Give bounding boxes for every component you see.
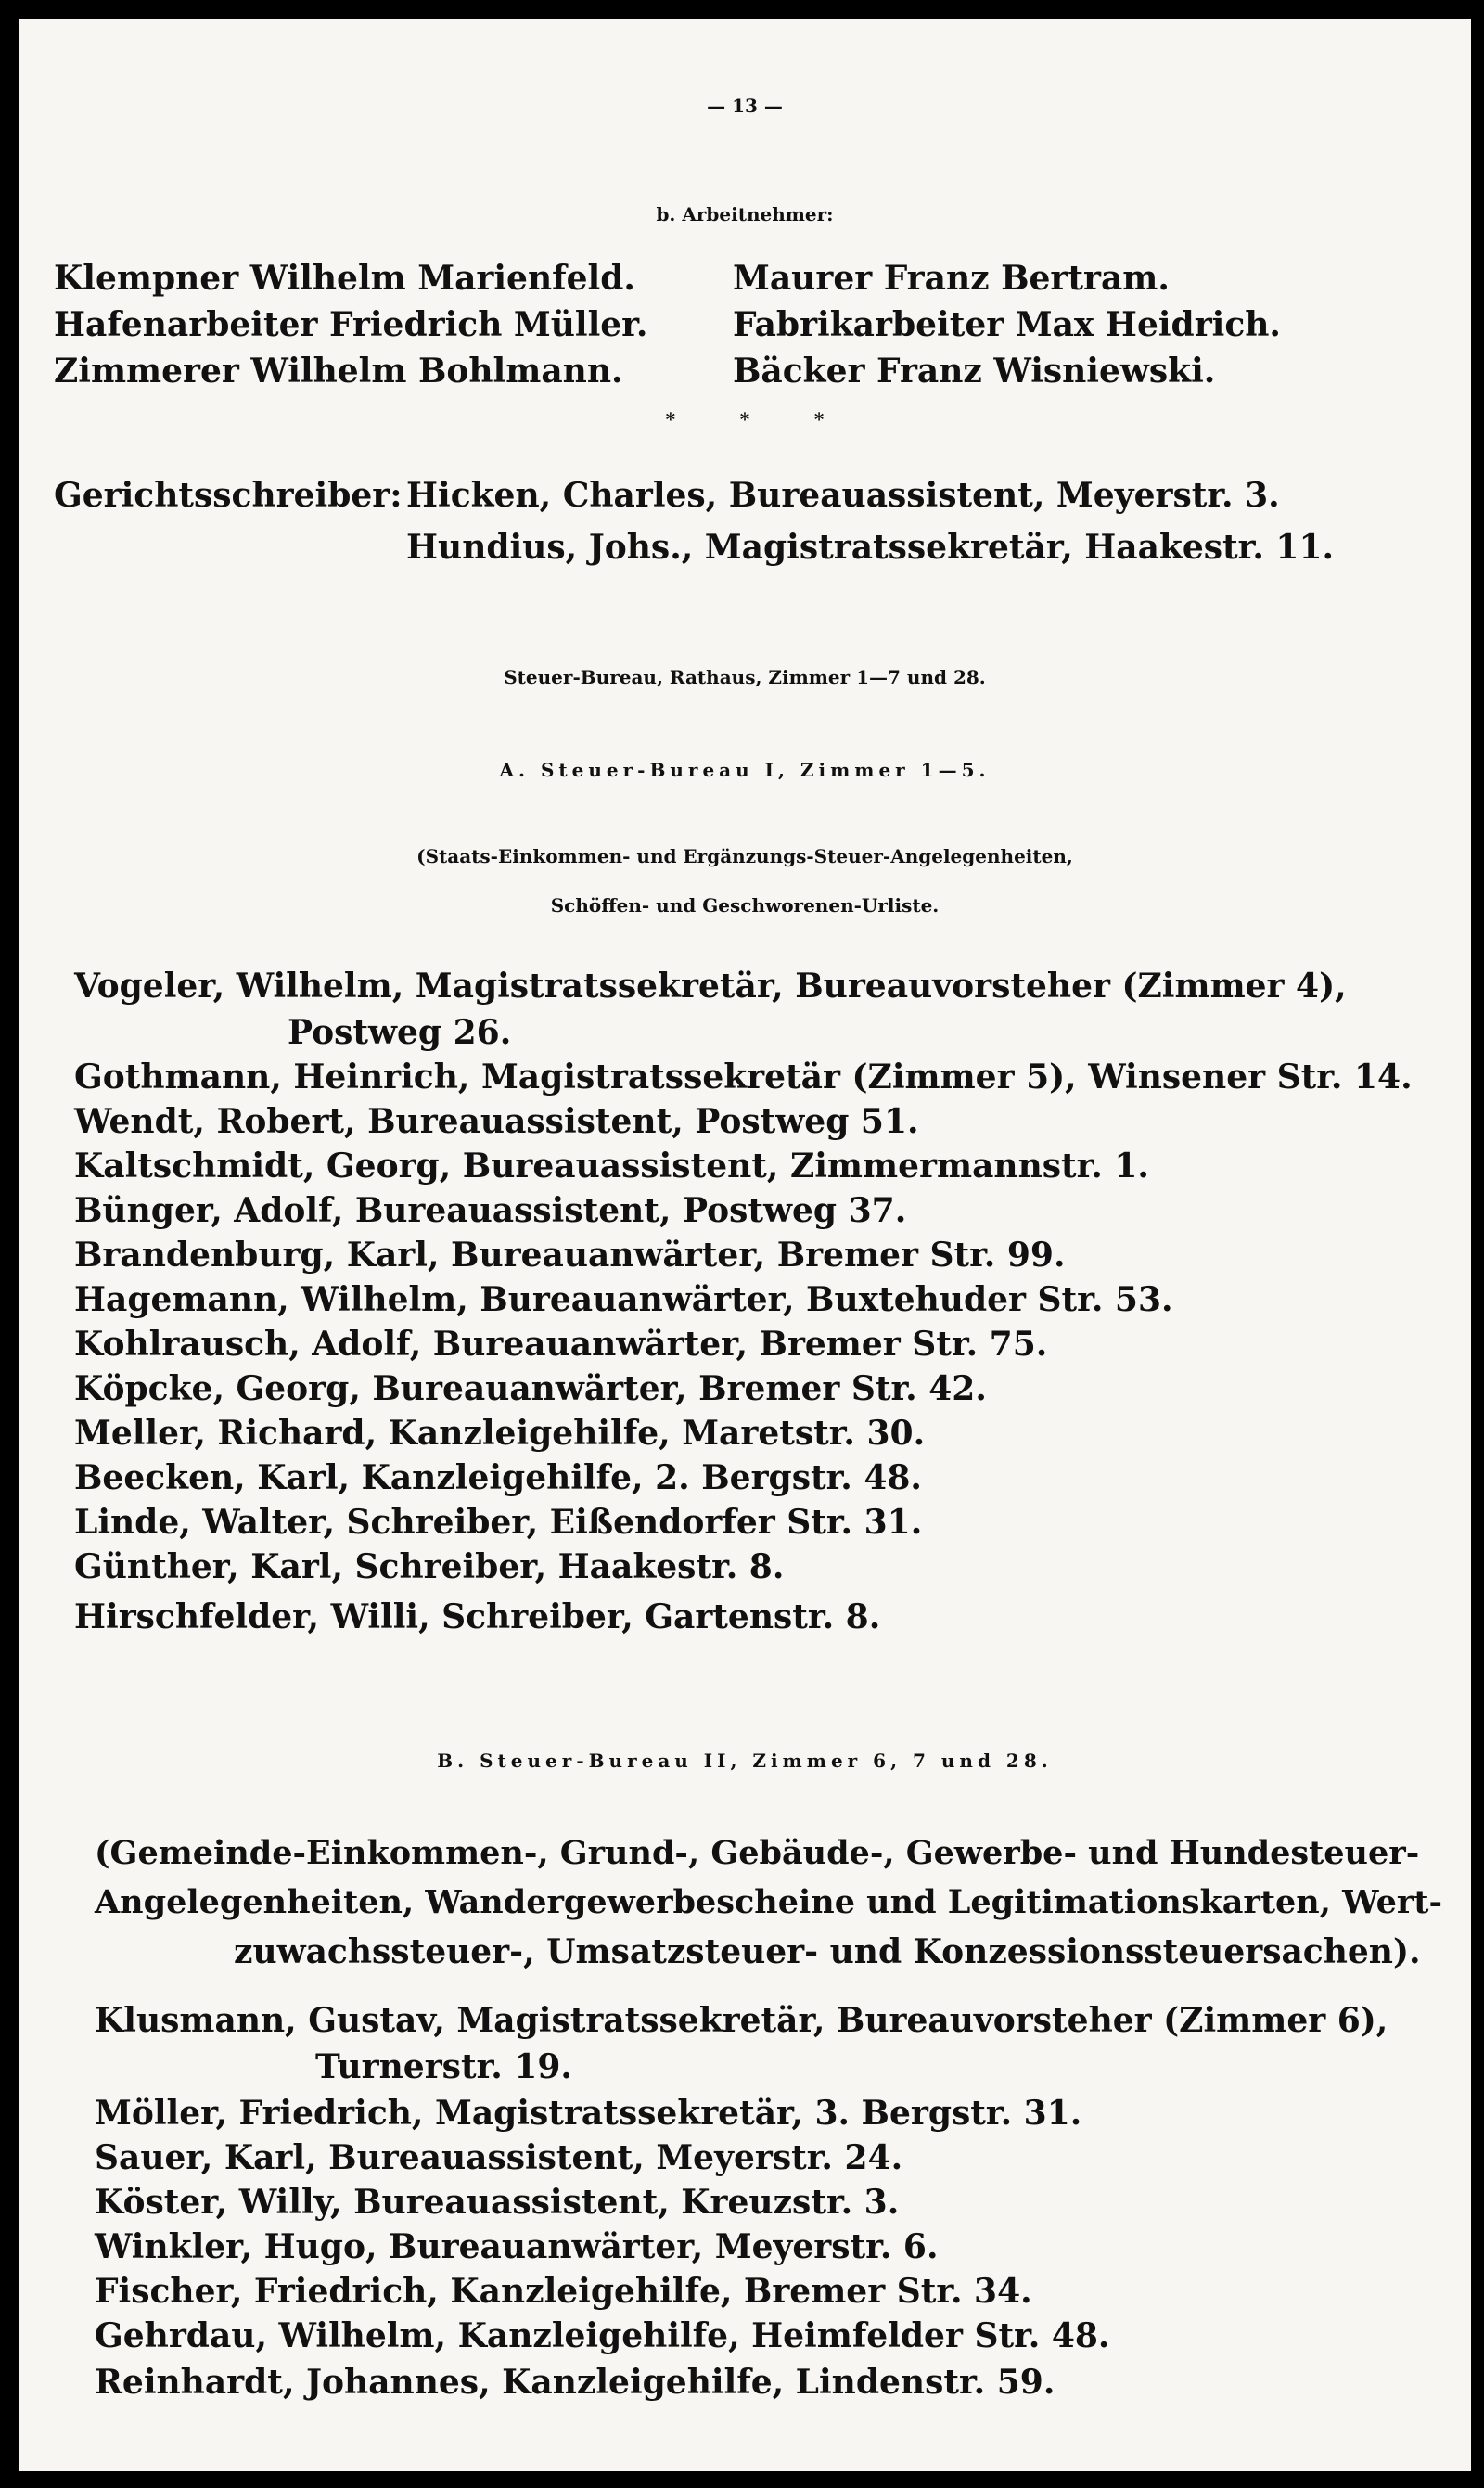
worker-left-1: Klempner Wilhelm Marienfeld. bbox=[54, 259, 635, 298]
bureau-b-entry-7: Gehrdau, Wilhelm, Kanzleigehilfe, Heimfelder Str. 48. bbox=[95, 2316, 1110, 2355]
bureau-a-entry-6: Brandenburg, Karl, Bureauanwärter, Bremer Str. 99. bbox=[74, 1236, 1066, 1275]
bureau-b-description-1: (Gemeinde-Einkommen-, Grund-, Gebäude-, Gewerbe- und Hundesteuer- bbox=[95, 1834, 1420, 1872]
bureau-a-entry-1-cont: Postweg 26. bbox=[288, 1013, 512, 1052]
asterisk-separator: * * * bbox=[665, 408, 825, 430]
worker-left-2: Hafenarbeiter Friedrich Müller. bbox=[54, 305, 648, 344]
bureau-b-entry-8: Reinhardt, Johannes, Kanzleigehilfe, Lindenstr. 59. bbox=[95, 2363, 1055, 2402]
bureau-a-entry-14: Hirschfelder, Willi, Schreiber, Gartenstr. 8. bbox=[74, 1597, 881, 1636]
worker-right-3: Bäcker Franz Wisniewski. bbox=[733, 352, 1216, 391]
paper-sheet bbox=[19, 19, 1471, 2471]
bureau-b-entry-3: Sauer, Karl, Bureauassistent, Meyerstr. 24. bbox=[95, 2138, 903, 2177]
bureau-b-entry-5: Winkler, Hugo, Bureauanwärter, Meyerstr. 6. bbox=[95, 2227, 939, 2266]
bureau-a-entry-12: Linde, Walter, Schreiber, Eißendorfer Str. 31. bbox=[74, 1503, 923, 1542]
page-number: — 13 — bbox=[707, 95, 783, 117]
bureau-b-description-3: zuwachssteuer-, Umsatzsteuer- und Konzessionssteuersachen). bbox=[234, 1932, 1421, 1971]
worker-right-1: Maurer Franz Bertram. bbox=[733, 259, 1170, 298]
worker-right-2: Fabrikarbeiter Max Heidrich. bbox=[733, 305, 1281, 344]
bureau-a-entry-4: Kaltschmidt, Georg, Bureauassistent, Zimmermannstr. 1. bbox=[74, 1147, 1149, 1186]
bureau-a-entry-1: Vogeler, Wilhelm, Magistratssekretär, Bureauvorsteher (Zimmer 4), bbox=[74, 967, 1347, 1006]
bureau-a-entry-3: Wendt, Robert, Bureauassistent, Postweg 51. bbox=[74, 1102, 919, 1141]
bureau-b-heading: B. Steuer-Bureau II, Zimmer 6, 7 und 28. bbox=[437, 1750, 1053, 1772]
bureau-a-entry-8: Kohlrausch, Adolf, Bureauanwärter, Bremer Str. 75. bbox=[74, 1325, 1048, 1364]
steuer-bureau-heading: Steuer-Bureau, Rathaus, Zimmer 1—7 und 28. bbox=[504, 666, 986, 688]
bureau-b-entry-4: Köster, Willy, Bureauassistent, Kreuzstr. 3. bbox=[95, 2183, 900, 2222]
bureau-a-entry-11: Beecken, Karl, Kanzleigehilfe, 2. Bergstr. 48. bbox=[74, 1458, 922, 1497]
bureau-b-description-2: Angelegenheiten, Wandergewerbescheine und Legitimationskarten, Wert- bbox=[95, 1883, 1442, 1921]
bureau-a-entry-9: Köpcke, Georg, Bureauanwärter, Bremer Str. 42. bbox=[74, 1369, 987, 1408]
bureau-a-entry-5: Bünger, Adolf, Bureauassistent, Postweg 37. bbox=[74, 1191, 907, 1230]
bureau-a-heading: A. Steuer-Bureau I, Zimmer 1—5. bbox=[499, 759, 991, 781]
bureau-b-entry-2: Möller, Friedrich, Magistratssekretär, 3. Bergstr. 31. bbox=[95, 2094, 1082, 2133]
bureau-a-entry-7: Hagemann, Wilhelm, Bureauanwärter, Buxtehuder Str. 53. bbox=[74, 1280, 1173, 1319]
gerichtsschreiber-label: Gerichtsschreiber: bbox=[54, 476, 403, 515]
bureau-b-entry-6: Fischer, Friedrich, Kanzleigehilfe, Bremer Str. 34. bbox=[95, 2272, 1032, 2311]
bureau-a-description-1: (Staats-Einkommen- und Ergänzungs-Steuer-Angelegenheiten, bbox=[416, 845, 1073, 867]
bureau-b-entry-1: Klusmann, Gustav, Magistratssekretär, Bureauvorsteher (Zimmer 6), bbox=[95, 2001, 1388, 2040]
gerichtsschreiber-line-1: Hicken, Charles, Bureauassistent, Meyerstr. 3. bbox=[406, 476, 1280, 515]
section-b-heading: b. Arbeitnehmer: bbox=[656, 203, 834, 225]
bureau-a-entry-13: Günther, Karl, Schreiber, Haakestr. 8. bbox=[74, 1547, 785, 1586]
bureau-a-description-2: Schöffen- und Geschworenen-Urliste. bbox=[550, 894, 940, 917]
bureau-a-entry-2: Gothmann, Heinrich, Magistratssekretär (Zimmer 5), Winsener Str. 14. bbox=[74, 1058, 1413, 1097]
bureau-b-entry-1-cont: Turnerstr. 19. bbox=[315, 2047, 572, 2086]
worker-left-3: Zimmerer Wilhelm Bohlmann. bbox=[54, 352, 623, 391]
bureau-a-entry-10: Meller, Richard, Kanzleigehilfe, Maretstr. 30. bbox=[74, 1414, 926, 1453]
gerichtsschreiber-line-2: Hundius, Johs., Magistratssekretär, Haakestr. 11. bbox=[406, 528, 1335, 567]
